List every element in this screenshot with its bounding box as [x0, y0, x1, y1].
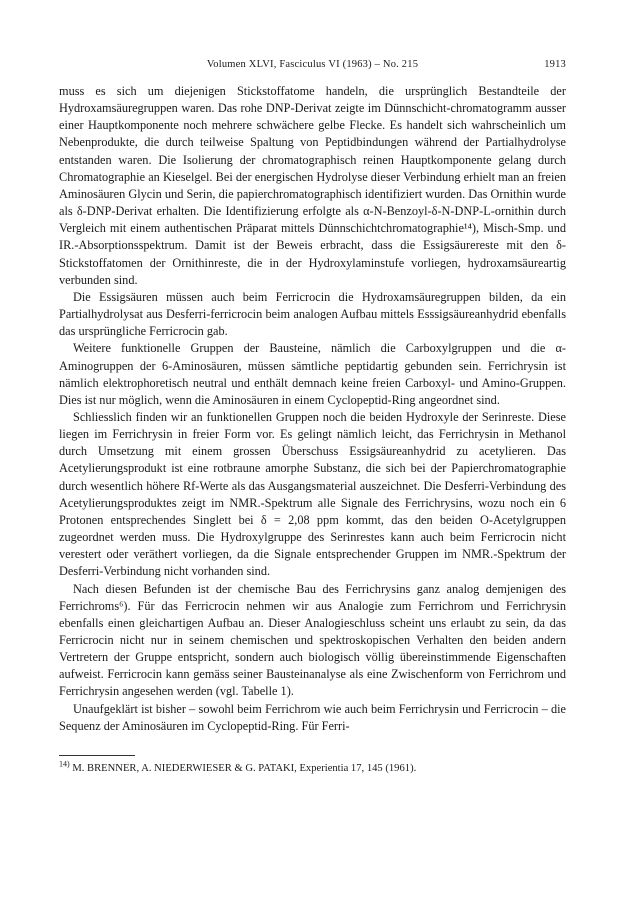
footnote-text: M. BRENNER, A. NIEDERWIESER & G. PATAKI, Experientia 17, 145 (1961).	[72, 762, 417, 774]
paragraph-1: muss es sich um diejenigen Stickstoffatome handeln, die ursprünglich Bestandteile der Hydroxamsäuregruppen waren. Das rohe DNP-Derivat zeigte im Dünnschicht-chromatogramm ausser einer Hauptkomponente noch mehrere schwächere gelbe Flecke. Es handelt sich wahrscheinlich um Nebenprodukte, die durch teilweise Spaltung von Peptidbindungen während der Partialhydrolyse entstanden waren. Die Isolierung der chromatographisch reinen Hauptkomponente gelang durch Chromatographie an Kieselgel. Bei der energischen Hydrolyse dieser Verbindung erhielt man an freien Aminosäuren Glycin und Serin, die papierchromatographisch identifiziert wurden. Das Ornithin wurde als δ-DNP-Derivat erhalten. Die Identifizierung erfolgte als α-N-Benzoyl-δ-N-DNP-L-ornithin durch Vergleich mit einem authentischen Präparat mittels Dünnschichtchromatographie¹⁴), Misch-Smp. und IR.-Absorptionsspektrum. Damit ist der Beweis erbracht, dass die Essigsäurereste mit den δ-Stickstoffatomen der Ornithinreste, die in der Hydroxylaminstufe vorliegen, hydroxamsäureartig verbunden sind.	[59, 84, 566, 287]
paragraph-2: Die Essigsäuren müssen auch beim Ferricrocin die Hydroxamsäuregruppen bilden, da ein Partialhydrolysat aus Desferri-ferricrocin beim analogen Aufbau mittels Esssigsäureanhydrid ebenfalls das ursprüngliche Ferricrocin gab.	[59, 289, 566, 339]
page	[59, 56, 566, 776]
paragraph-3: Weitere funktionelle Gruppen der Bausteine, nämlich die Carboxylgruppen und die α-Aminogruppen der 6-Aminosäuren, müssen sämtliche peptidartig gebunden sein. Ferrichrysin ist nämlich elektrophoretisch neutral und enthält demnach keine freien Carboxyl- und Amino-Gruppen. Dies ist nur möglich, wenn die Aminosäuren in einem Cyclopeptid-Ring angeordnet sind.	[59, 341, 566, 407]
footnote-rule	[59, 755, 135, 756]
page-number: 1913	[544, 59, 566, 70]
running-head	[59, 56, 566, 73]
paragraph-4: Schliesslich finden wir an funktionellen Gruppen noch die beiden Hydroxyle der Serinreste. Diese liegen im Ferrichrysin in freier Form vor. Es gelingt nämlich leicht, das Ferrichrysin in Methanol durch Umsetzung mit einem grossen Überschuss Essigsäureanhydrid zu acetylieren. Das Acetylierungsprodukt ist eine rotbraune amorphe Substanz, die sich bei der Papierchromatographie durch wesentlich höhere Rf-Werte als das Ausgangsmaterial auszeichnet. Die Desferri-Verbindung des Acetylierungsproduktes zeigt im NMR.-Spektrum alle Signale des Ferrichrysins, wozu noch ein 6 Protonen entsprechendes Singlett bei δ = 2,08 ppm kommt, das den beiden O-Acetylgruppen zugeordnet werden muss. Die Hydroxylgruppe des Serinrestes kann auch beim Ferricrocin nicht verestert oder veräthert vorliegen, da die Signale entsprechender Gruppen im NMR.-Spektrum der Desferri-Verbindung nicht vorhanden sind.	[59, 409, 566, 579]
footnote	[59, 759, 566, 776]
running-title: Volumen XLVI, Fasciculus VI (1963) – No. 215	[206, 59, 419, 70]
paragraph-5: Nach diesen Befunden ist der chemische Bau des Ferrichrysins ganz analog demjenigen des Ferrichroms⁶). Für das Ferricrocin nehmen wir aus Analogie zum Ferrichrom und Ferrichrysin ebenfalls einen gleichartigen Aufbau an. Dieser Analogieschluss scheint uns erlaubt zu sein, da das Ferricrocin nicht nur in seinem chemischen und spektroskopischen Verhalten den beiden andern Vertretern der Gruppe entspricht, sondern auch biologisch völlig übereinstimmende Eigenschaften aufweist. Ferricrocin kann gemäss seiner Bausteinanalyse als eine Zwischenform von Ferrichrom und Ferrichrysin angesehen werden (vgl. Tabelle 1).	[59, 581, 566, 699]
paragraph-6: Unaufgeklärt ist bisher – sowohl beim Ferrichrom wie auch beim Ferrichrysin und Ferricrocin – die Sequenz der Aminosäuren im Cyclopeptid-Ring. Für Ferri-	[59, 701, 566, 733]
footnote-mark: 14)	[59, 759, 70, 769]
